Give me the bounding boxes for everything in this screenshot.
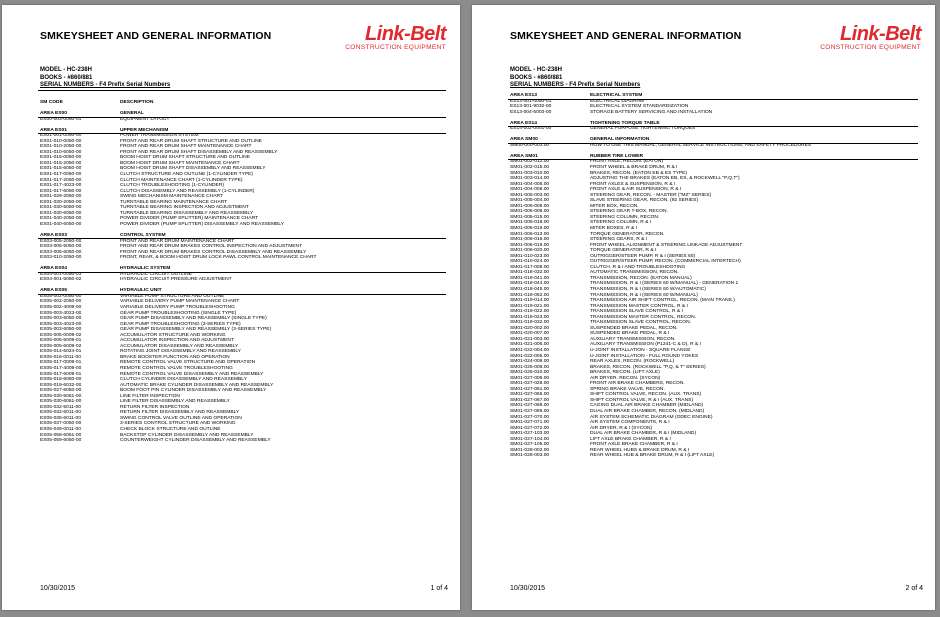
sm-description: HYDRAULIC CIRCUIT OUTLINE bbox=[120, 271, 192, 277]
sm-code: SM01-027-068.00 bbox=[510, 403, 550, 409]
table-row bbox=[40, 255, 448, 261]
sm-description: AUTOMATIC BRAKE CYLINDER DISASSEMBLY AND REASSEMBLY bbox=[120, 382, 274, 388]
sm-code: ES05-027-6050-00 bbox=[40, 388, 82, 394]
sm-description: VARIABLE PUMP STRUCTURE AND OUTLINE bbox=[120, 293, 225, 299]
sm-code: SM01-006-020.00 bbox=[510, 248, 550, 254]
sm-code: SM01-005-015.00 bbox=[510, 214, 550, 220]
sm-description: SHIFT CONTROL VALVE, R & I (AUX. TRANS) bbox=[590, 397, 693, 403]
sm-code: SM01-005-006.00 bbox=[510, 203, 550, 209]
sm-code: SM01-018-041.00 bbox=[510, 275, 550, 281]
sm-description: TURNTABLE BEARING MAINTENANCE CHART bbox=[120, 199, 228, 205]
sm-code: SM01-004-005.00 bbox=[510, 181, 550, 187]
sm-description: AUTOMATIC TRANSMISSION, RECON. bbox=[590, 270, 679, 276]
sm-description: POWER DIVIDER (PUMP SPLITTER) MAINTENANCE CHART bbox=[120, 216, 259, 222]
serial-line: SERIAL NUMBERS - F4 Prefix Serial Numbers bbox=[510, 82, 641, 89]
sm-code: ES01-010-6050-00 bbox=[40, 149, 82, 155]
sm-code: SM01-006-013.00 bbox=[510, 231, 550, 237]
table-row bbox=[40, 222, 448, 228]
sm-code: ES01-040-2050-00 bbox=[40, 216, 82, 222]
sm-description: BRAKES, RECON. (LIFT AXLE) bbox=[590, 370, 660, 376]
sm-code: ES01-017-4023-00 bbox=[40, 183, 82, 189]
sm-code: ES05-002-0050-00 bbox=[40, 293, 82, 299]
sm-description: BOOM HOIST DRUM SHAFT STRUCTURE AND OUTLINE bbox=[120, 155, 250, 161]
table-row bbox=[40, 438, 448, 444]
sm-description: U-JOINT INSTALLATION - FULL ROUND YOKES bbox=[590, 353, 699, 359]
area-code: AREA SM00 bbox=[510, 137, 538, 143]
sm-code: SM01-018-032.00 bbox=[510, 270, 550, 276]
table-row bbox=[510, 143, 920, 149]
books-line: BOOKS - #860/881 bbox=[510, 74, 563, 81]
sm-description: ACCUMULATOR DISASSEMBLY AND REASSEMBLY bbox=[120, 343, 239, 349]
sm-description: LIFT AXLE BRAKE CHAMBER, R & I bbox=[590, 436, 671, 442]
sm-code: ES05-005-6009-02 bbox=[40, 343, 82, 349]
sm-description: BRAKE BOOSTER FUNCTION AND OPERATION bbox=[120, 354, 230, 360]
sm-code: ES05-017-0009-01 bbox=[40, 360, 82, 366]
sm-description: ACCUMULATOR STRUCTURE AND WORKING bbox=[120, 332, 226, 338]
table-row bbox=[40, 277, 448, 283]
sm-code: ES03-010-2050-00 bbox=[40, 255, 82, 261]
sm-description: AIR DRYER, RECON. (SYCON) bbox=[590, 375, 661, 381]
area-code: AREA ES03 bbox=[40, 232, 67, 238]
sm-code: SM01-003-014.00 bbox=[510, 176, 550, 182]
logo-subtitle: CONSTRUCTION EQUIPMENT bbox=[820, 44, 921, 51]
model-line: MODEL - HC-238H bbox=[40, 67, 92, 73]
sm-description: REMOTE CONTROL VALVE TROUBLESHOOTING bbox=[120, 366, 233, 372]
sm-code: SM01-018-044.00 bbox=[510, 281, 550, 287]
sm-description: TORQUE GENERATOR, R & I bbox=[590, 248, 657, 254]
sm-code: SM01-019-021.00 bbox=[510, 303, 550, 309]
footer-date: 10/30/2015 bbox=[40, 585, 76, 592]
sm-code: SM01-017-008.00 bbox=[510, 264, 550, 270]
sm-code: ES05-058-6061-00 bbox=[40, 432, 82, 438]
sm-description: TRANSMISSION, R & I (SERIES 60 W/MANUAL) - GENERATION 1 bbox=[590, 281, 739, 287]
document-meta bbox=[510, 67, 640, 90]
footer-page-number: 2 of 4 bbox=[905, 585, 923, 592]
sm-code: ES05-014-6024-01 bbox=[40, 349, 82, 355]
sm-description: EQUIPMENT LAYOUT bbox=[120, 116, 170, 122]
sm-code: ES01-015-2050-00 bbox=[40, 160, 82, 166]
sm-code: ES05-002-4009-00 bbox=[40, 305, 82, 310]
sm-description: TURNTABLE BEARING INSPECTION AND ADJUSTMENT bbox=[120, 205, 249, 211]
sm-code: ES00-003-0050-01 bbox=[40, 116, 82, 122]
sm-code: SM01-027-028.00 bbox=[510, 381, 550, 387]
sm-code: ES13-001-0050-01 bbox=[510, 98, 552, 104]
sm-code: SM01-027-009.00 bbox=[510, 375, 550, 381]
link-belt-logo bbox=[345, 24, 446, 52]
sm-description: TRANSMISSION SLAVE CONTROL, R & I bbox=[590, 309, 683, 315]
sm-code: ES01-015-0050-00 bbox=[40, 155, 82, 161]
sm-code: ES05-032-5011-00 bbox=[40, 404, 81, 410]
sm-description: BRAKES, RECON. (EATON EB & ES TYPE) bbox=[590, 170, 688, 176]
sm-description: OUTRIGGER/STEER PUMP, R & I (SERIES 60) bbox=[590, 253, 696, 259]
area-code: AREA ES01 bbox=[40, 127, 67, 133]
sm-description: RETURN FILTER INSPECTION bbox=[120, 404, 190, 410]
sm-description: CLUTCH CYLINDER DISASSEMBLY AND REASSEMBLY bbox=[120, 377, 247, 383]
sm-code: ES01-017-2050-00 bbox=[40, 177, 82, 183]
sm-description: AIR DRYER, R & I (SYCON) bbox=[590, 425, 653, 431]
sm-description: CLUTCH, R & I AND TROUBLESHOOTING bbox=[590, 264, 686, 270]
sm-description: LINE FILTER DISASSEMBLY AND REASSEMBLY bbox=[120, 399, 230, 405]
sm-description: SHIFT CONTROL VALVE, RECON. (AUX. TRANS) bbox=[590, 392, 702, 398]
sm-description: FRONT WHEEL & BRAKE DRUM, R & I bbox=[590, 164, 678, 170]
sm-code: SM01-018-052.00 bbox=[510, 292, 550, 298]
sm-description: AUXILIARY TRANSMISSION, RECON. bbox=[590, 336, 676, 342]
sm-code-table bbox=[510, 93, 920, 459]
sm-description: FRONT AIR BRAKE CHAMBERS, RECON. bbox=[590, 381, 685, 387]
sm-description: ACCUMULATOR INSPECTION AND ADJUSTMENT bbox=[120, 338, 234, 344]
sm-code: SM01-027-104.00 bbox=[510, 436, 550, 442]
sm-description: FRONT AND REAR DRUM BRAKES CONTROL DISASSEMBLY AND REASSEMBLY bbox=[120, 249, 307, 255]
sm-code: ES03-005-2050-00 bbox=[40, 238, 82, 244]
footer-page-number: 1 of 4 bbox=[430, 585, 448, 592]
sm-code: ES13-001-9032-00 bbox=[510, 104, 552, 110]
sm-code: ES05-059-6050-00 bbox=[40, 438, 82, 444]
logo-brand: Link-Belt bbox=[839, 23, 921, 45]
sm-description: FRONT WHEEL ALIGNMENT & STEERING LINKAGE ADJUSTMENT bbox=[590, 242, 743, 248]
sm-code: SM01-027-061.00 bbox=[510, 386, 550, 392]
page-title: SMKEYSHEET AND GENERAL INFORMATION bbox=[510, 30, 742, 42]
sm-description: REMOTE CONTROL VALVE STRUCTURE AND OPERATION bbox=[120, 360, 256, 366]
sm-description: CHECK BLOCK STRUCTURE AND OUTLINE bbox=[120, 427, 221, 433]
sm-code: SM01-027-103.00 bbox=[510, 431, 550, 437]
sm-description: GEAR PUMP TROUBLESHOOTING (SINGLE TYPE) bbox=[120, 310, 237, 316]
sm-description: TRANSMISSION, R & I (SERIES 60 W/AUTOMATIC) bbox=[590, 287, 706, 292]
sm-description: FRONT AXLES & SUSPENSION, R & I bbox=[590, 181, 676, 187]
sm-description: DUAL AIR BRAKE CHAMBER, RECON. (MIDLAND) bbox=[590, 409, 705, 415]
sm-code: ES05-003-6050-00 bbox=[40, 316, 82, 322]
sm-description: STEERING GEAR T-BOX, RECON. bbox=[590, 209, 668, 215]
sm-code: ES13-004-5003-00 bbox=[510, 109, 552, 115]
sm-code: SM01-025-008.00 bbox=[510, 364, 550, 370]
sm-code: SM01-019-014.00 bbox=[510, 298, 550, 304]
sm-description: VARIABLE DELIVERY PUMP MAINTENANCE CHART bbox=[120, 299, 240, 305]
column-header-description: DESCRIPTION bbox=[120, 100, 154, 105]
sm-code: SM01-010-024.00 bbox=[510, 259, 550, 265]
sm-code: SM01-022-005.00 bbox=[510, 353, 550, 359]
sm-code: SM01-020-007.00 bbox=[510, 331, 550, 337]
sm-code: SM01-010-023.00 bbox=[510, 253, 550, 259]
sm-code: ES05-049-0011-00 bbox=[40, 427, 81, 433]
sm-description: POWER DIVIDER (PUMP SPLITTER) DISASSEMBLY AND REASSEMBLY bbox=[120, 221, 285, 227]
sm-code: SM01-025-010.00 bbox=[510, 370, 550, 376]
sm-description: COUNTERWEIGHT CYLINDER DISASSEMBLY AND REASSEMBLY bbox=[120, 438, 271, 444]
sm-description: 3-SERIES CONTROL STRUCTURE AND WORKING bbox=[120, 421, 236, 427]
logo-subtitle: CONSTRUCTION EQUIPMENT bbox=[345, 44, 446, 51]
sm-code: ES01-017-6050-00 bbox=[40, 188, 82, 194]
sm-code: SM01-006-016.00 bbox=[510, 237, 550, 243]
sm-code: ES05-002-2050-00 bbox=[40, 299, 82, 305]
sm-code: SM01-022-004.00 bbox=[510, 348, 550, 354]
sm-code: SM01-005-019.00 bbox=[510, 225, 550, 231]
document-page-2 bbox=[472, 5, 935, 610]
sm-description: U-JOINT INSTALLATION - SQUARE FLANGE bbox=[590, 348, 691, 354]
sm-code: ES01-010-2050-00 bbox=[40, 144, 82, 150]
sm-description: HYDRAULIC CIRCUIT PRESSURE ADJUSTMENT bbox=[120, 277, 232, 283]
sm-code: SM01-027-065.00 bbox=[510, 392, 550, 398]
sm-description: MITER BOXES, R & I bbox=[590, 225, 638, 231]
sm-code: SM01-027-105.00 bbox=[510, 442, 550, 448]
sm-code: SM01-027-070.00 bbox=[510, 414, 550, 420]
sm-description: STEERING GEAR, RECON. - MASTER ("MZ" SERIES) bbox=[590, 192, 712, 198]
sm-code: SM01-005-018.00 bbox=[510, 220, 550, 226]
sm-code: ES14-002-0001-00 bbox=[510, 126, 552, 132]
sm-description: FRONT AND REAR DRUM SHAFT MAINTENANCE CHART bbox=[120, 144, 252, 150]
sm-description: TURNTABLE BEARING DISASSEMBLY AND REASSEMBLY bbox=[120, 210, 254, 216]
sm-description: ELECTRICAL DIAGRAM bbox=[590, 98, 645, 104]
sm-code: SM01-002-012.00 bbox=[510, 159, 550, 165]
sm-description: STEERING GEARS, R & I bbox=[590, 237, 648, 243]
sm-description: REAR WHEEL HUB & BRAKE DRUM, R & I (LIFT AXLE) bbox=[590, 453, 715, 459]
model-line: MODEL - HC-238H bbox=[510, 67, 562, 73]
area-title: GENERAL INFORMATION bbox=[590, 137, 650, 143]
area-code: AREA ES13 bbox=[510, 93, 537, 98]
sm-description: FRONT AND REAR DRUM SHAFT DISASSEMBLY AND REASSEMBLY bbox=[120, 149, 278, 155]
table-header bbox=[40, 100, 448, 106]
sm-code: ES03-005-5050-00 bbox=[40, 244, 82, 250]
sm-description: TRANSMISSION, R & I (SERIES 60 W/MANUAL) bbox=[590, 292, 698, 298]
sm-code: ES01-030-6050-00 bbox=[40, 210, 82, 216]
area-title: TIGHTENING TORQUE TABLE bbox=[590, 120, 660, 126]
sm-description: AIR SYSTEM SCHEMATIC DIAGRAM (ODEC ENGINE) bbox=[590, 414, 713, 420]
sm-code: ES05-018-6050-00 bbox=[40, 377, 82, 383]
sm-code: SM01-005-003.00 bbox=[510, 192, 550, 198]
sm-description: AUXILIARY TRANSMISSION (P1241-C & D), R & I bbox=[590, 342, 701, 348]
sm-code: ES05-030-5061-00 bbox=[40, 393, 82, 399]
sm-description: OUTRIGGER/STEER PUMP, RECON. (COMMERCIAL INTERTECH) bbox=[590, 259, 741, 265]
sm-code: ES01-010-0050-00 bbox=[40, 138, 82, 144]
sm-code: ES05-017-4009-00 bbox=[40, 366, 82, 372]
sm-code: SM01-019-023.00 bbox=[510, 314, 550, 320]
sm-code: SM01-002-015.00 bbox=[510, 164, 550, 170]
sm-code: ES05-003-6050-00 bbox=[40, 327, 82, 333]
area-code: AREA ES04 bbox=[40, 266, 67, 272]
sm-description: SUSPENDED BRAKE PEDAL, R & I bbox=[590, 331, 670, 337]
sm-code: ES05-037-0050-00 bbox=[40, 421, 82, 427]
sm-description: SWING CONTROL VALVE OUTLINE AND OPERATION bbox=[120, 415, 242, 421]
sm-description: TRANSMISSION SLAVE CONTROL, RECON. bbox=[590, 320, 691, 326]
document-meta bbox=[40, 67, 170, 90]
sm-description: POWER TRANSMISSION SYSTEM bbox=[120, 133, 199, 139]
sm-code: ES05-003-4023-00 bbox=[40, 310, 82, 316]
area-code: AREA SM01 bbox=[510, 153, 538, 159]
sm-code: ES05-032-6011-00 bbox=[40, 410, 81, 416]
sm-code: SM01-003-010.00 bbox=[510, 170, 550, 176]
sm-code: SM01-006-019.00 bbox=[510, 242, 550, 248]
sm-code: SM01-005-004.00 bbox=[510, 198, 550, 204]
sm-code: SM01-027-072.00 bbox=[510, 425, 550, 431]
sm-description: FRONT AXLE BRAKE CHAMBER, R & I bbox=[590, 442, 678, 448]
sm-description: AIR SYSTEM COMPONENTS, R & I bbox=[590, 420, 670, 426]
books-line: BOOKS - #860/881 bbox=[40, 74, 93, 81]
sm-description: FRONT AXLE & AIR SUSPENSION, R & I bbox=[590, 187, 682, 193]
area-title: RUBBER TIRE LOWER bbox=[590, 153, 643, 159]
sm-code: SM01-020-002.00 bbox=[510, 325, 550, 331]
sm-code: ES01-001-0050-00 bbox=[40, 133, 82, 139]
sm-description: GEAR PUMP DISASSEMBLY AND REASSEMBLY (SINGLE TYPE) bbox=[120, 316, 267, 322]
sm-code: SM01-027-069.00 bbox=[510, 409, 550, 415]
link-belt-logo bbox=[820, 24, 921, 52]
page-title: SMKEYSHEET AND GENERAL INFORMATION bbox=[40, 30, 272, 42]
sm-code: SM01-004-008.00 bbox=[510, 187, 550, 193]
document-page-1 bbox=[2, 5, 460, 610]
sm-description: FRONT AND REAR DRUM BRAKES CONTROL INSPECTION AND ADJUSTMENT bbox=[120, 244, 303, 250]
sm-description: CLUTCH MAINTENANCE CHART (1-CYLINDER TYPE) bbox=[120, 177, 243, 183]
sm-description: BOOM HOIST DRUM SHAFT MAINTENANCE CHART bbox=[120, 160, 240, 166]
area-title: UPPER MECHANISM bbox=[120, 127, 169, 133]
sm-description: TORQUE GENERATOR, RECON. bbox=[590, 231, 665, 237]
sm-code: SM01-028-003.00 bbox=[510, 453, 550, 459]
sm-description: BOOM HOIST DRUM SHAFT DISASSEMBLY AND REASSEMBLY bbox=[120, 166, 266, 172]
sm-description: GEAR PUMP TROUBLESHOOTING (3-SERIES TYPE) bbox=[120, 321, 241, 327]
sm-code: ES01-029-2050-00 bbox=[40, 194, 82, 200]
sm-code: ES05-019-6032-00 bbox=[40, 382, 82, 388]
sm-description: FRONT AND REAR DRUM SHAFT STRUCTURE AND OUTLINE bbox=[120, 138, 262, 144]
area-title: ELECTRICAL SYSTEM bbox=[590, 93, 643, 98]
sm-code: ES05-003-4023-00 bbox=[40, 321, 82, 327]
sm-description: BOOM FOOT PIN CYLINDER DISASSEMBLY AND REASSEMBLY bbox=[120, 388, 267, 394]
sm-code-table bbox=[40, 100, 448, 444]
sm-code: ES01-017-0050-00 bbox=[40, 172, 82, 178]
sm-code: SM01-024-008.00 bbox=[510, 359, 550, 365]
sm-description: REAR AXLES, RECON. (ROCKWELL) bbox=[590, 359, 675, 365]
sm-description: VARIABLE DELIVERY PUMP TROUBLESHOOTING bbox=[120, 305, 235, 310]
sm-code: SM01-021-003.00 bbox=[510, 336, 550, 342]
area-title: HYDRAULIC UNIT bbox=[120, 288, 162, 294]
sm-description: SWING MECHANISM MAINTENANCE CHART bbox=[120, 194, 223, 200]
sm-code: ES04-001-0050-03 bbox=[40, 271, 82, 277]
sm-description: ADJUSTING THE BRAKES (EATON EB, ES, & ROCKWELL "P,Q,T") bbox=[590, 176, 740, 182]
sm-description: DUAL AIR BRAKE CHAMBER, R & I (MIDLAND) bbox=[590, 431, 697, 437]
column-header-code: SM CODE bbox=[40, 100, 63, 105]
sm-description: STORAGE BATTERY SERVICING AND INSTALLATION bbox=[590, 109, 713, 115]
sm-code: ES05-005-0009-02 bbox=[40, 332, 82, 338]
sm-code: SM01-027-067.00 bbox=[510, 397, 550, 403]
sm-code: SM01-019-032.00 bbox=[510, 320, 550, 326]
sm-code: ES05-030-6061-00 bbox=[40, 399, 82, 405]
sm-description: BACKSTOP CYLINDER DISASSEMBLY AND REASSEMBLY bbox=[120, 432, 254, 438]
sm-code: ES05-035-6011-00 bbox=[40, 415, 81, 421]
sm-description: GENERAL PURPOSE TIGHTENING TORQUES bbox=[590, 126, 696, 132]
sm-code: SM00-000-003.00 bbox=[510, 142, 550, 148]
sm-description: CLUTCH DISASSEMBLY AND REASSEMBLY (1-CYLINDER) bbox=[120, 188, 255, 194]
area-title: GENERAL bbox=[120, 111, 144, 117]
sm-code: SM01-005-008.00 bbox=[510, 209, 550, 215]
sm-code: ES03-005-6050-00 bbox=[40, 249, 82, 255]
sm-description: SUSPENDED BRAKE PEDAL, RECON. bbox=[590, 325, 678, 331]
sm-description: LINE FILTER INSPECTION bbox=[120, 393, 180, 399]
sm-description: CLUTCH STRUCTURE AND OUTLINE (1-CYLINDER TYPE) bbox=[120, 172, 254, 178]
area-code: AREA ES00 bbox=[40, 111, 67, 117]
sm-description: RETURN FILTER DISASSEMBLY AND REASSEMBLY bbox=[120, 410, 240, 416]
area-title: HYDRAULIC SYSTEM bbox=[120, 266, 171, 272]
sm-code: SM01-021-006.00 bbox=[510, 342, 550, 348]
sm-description: CAGING DUAL AIR BRAKE CHAMBER (MIDLAND) bbox=[590, 403, 704, 409]
sm-description: MITER BOX, RECON. bbox=[590, 203, 639, 209]
table-row bbox=[510, 110, 920, 116]
table-row bbox=[510, 126, 920, 132]
sm-description: SLAVE STEERING GEAR, RECON. (92 SERIES) bbox=[590, 198, 699, 204]
sm-code: SM01-019-022.00 bbox=[510, 309, 550, 315]
sm-description: GEAR PUMP DISASSEMBLY AND REASSEMBLY (3-SERIES TYPE) bbox=[120, 327, 272, 333]
sm-description: STEERING COLUMN, RECON. bbox=[590, 214, 660, 220]
table-row bbox=[40, 117, 448, 123]
sm-description: FRONT, REAR, & BOOM HOIST DRUM LOCK PAWL CONTROL MAINTENANCE CHART bbox=[120, 255, 317, 261]
table-row bbox=[510, 453, 920, 459]
sm-description: BRAKES, RECON. (ROCKWELL "P,Q, & T" SERIES) bbox=[590, 364, 706, 370]
sm-description: TRANSMISSION MASTER CONTROL, R & I bbox=[590, 303, 688, 309]
sm-description: ELECTRICAL SYSTEM STANDARDIZATION bbox=[590, 104, 689, 110]
sm-code: SM01-028-002.00 bbox=[510, 447, 550, 453]
sm-code: ES05-016-0011-00 bbox=[40, 354, 81, 360]
area-code: AREA ES14 bbox=[510, 120, 537, 126]
sm-description: STEERING COLUMN, R & I bbox=[590, 220, 652, 226]
sm-code: SM01-027-071.00 bbox=[510, 420, 550, 426]
sm-code: ES05-017-6009-01 bbox=[40, 371, 82, 377]
sm-description: REAR WHEEL HUBS & BRAKE DRUM, R & I bbox=[590, 447, 690, 453]
sm-code: SM01-018-045.00 bbox=[510, 287, 550, 292]
header-rule bbox=[38, 90, 446, 91]
sm-description: ROTATING JOINT DISASSEMBLY AND REASSEMBLY bbox=[120, 349, 241, 355]
sm-description: HOW TO USE THIS MANUAL, GENERAL SERVICE INSTRUCTIONS, AND SAFETY PROCEDURES bbox=[590, 142, 812, 148]
sm-description: FRONT AND REAR DRUM MAINTENANCE CHART bbox=[120, 238, 235, 244]
sm-description: SPRING BRAKE VALVE, RECON. bbox=[590, 386, 665, 392]
sm-description: TRANSMISSION MASTER CONTROL, RECON. bbox=[590, 314, 696, 320]
area-title: CONTROL SYSTEM bbox=[120, 232, 166, 238]
sm-code: ES01-015-6050-00 bbox=[40, 166, 82, 172]
sm-description: TRANSMISSION AIR SHIFT CONTROL, RECON. (MAIN TRANS.) bbox=[590, 298, 735, 304]
sm-description: CLUTCH TROUBLESHOOTING (1-CYLINDER) bbox=[120, 183, 224, 189]
sm-description: REMOTE CONTROL VALVE DISASSEMBLY AND REASSEMBLY bbox=[120, 371, 264, 377]
sm-code: ES01-040-6050-00 bbox=[40, 221, 82, 227]
sm-code: ES04-001-5050-02 bbox=[40, 277, 82, 283]
sm-code: ES01-030-5050-00 bbox=[40, 205, 82, 211]
footer-date: 10/30/2015 bbox=[510, 585, 546, 592]
sm-code: ES05-005-5009-01 bbox=[40, 338, 82, 344]
serial-line: SERIAL NUMBERS - F4 Prefix Serial Numbers bbox=[40, 82, 171, 89]
area-code: AREA ES05 bbox=[40, 288, 67, 294]
sm-description: FRONT AXLE, RECON. (EATON) bbox=[590, 159, 664, 165]
logo-brand: Link-Belt bbox=[364, 23, 446, 45]
sm-code: ES01-030-2050-00 bbox=[40, 199, 82, 205]
sm-description: TRANSMISSION, RECON. (EATON MANUAL) bbox=[590, 275, 692, 281]
